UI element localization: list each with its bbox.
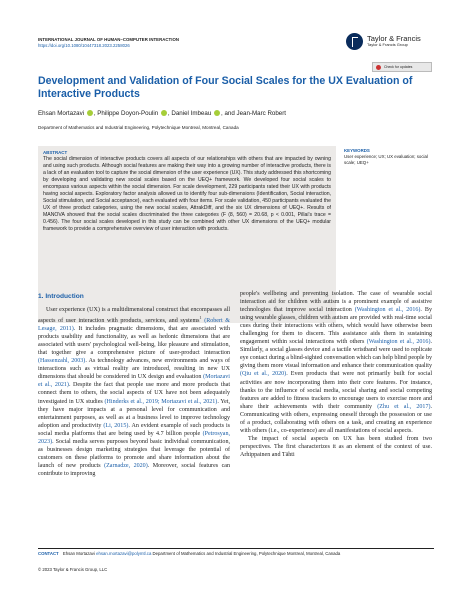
article-title: Development and Validation of Four Social Scales for the UX Evaluation of Interactive Products <box>38 75 413 100</box>
author-name: and Jean-Marc Robert <box>224 110 287 117</box>
journal-name: INTERNATIONAL JOURNAL OF HUMAN–COMPUTER INTERACTION <box>38 37 180 42</box>
paragraph: people's wellbeing and preventing isolation. The case of wearable social interaction aid for children with autism is a prominent example of assistive technologies that improve social interaction (Washington et al., 2016). By using wearable glasses, children with autism are provided with real-time social cues during their interactions with others, which would have otherwise been challenging for them to discern. This assistance aids them in sustaining engagement within social interactions with others (Washington et al., 2016). Similarly, a social glasses device and a tactile wristband were used to replicate eye contact during a blind-sighted conversation which can help blind people by giving them more visual information and enhance their communication quality (Qiu et al., 2020). Even products that were not primarily built for social activities are now incorporating them into their core features. For instance, thanks to the influence of social media, social sharing and social competing features are added to fitness trackers to encourage users to exercise more and share their achievements with their community (Zhu et al., 2017). Communicating with others, expressing oneself through the possession or use of a product, collaborating with others on a task, and creating an experience with others (i.e., co-experience) are all manifestations of social aspects. <box>240 291 433 434</box>
keywords-heading: KEYWORDS <box>344 148 370 153</box>
keywords-block <box>344 148 434 166</box>
contact-footer <box>38 551 434 557</box>
citation-link[interactable]: (Washington et al., 2016) <box>366 339 431 346</box>
citation-link[interactable]: (Zhu et al., 2017) <box>377 403 431 410</box>
contact-label: CONTACT <box>38 551 59 556</box>
publisher-name: Taylor & Francis <box>367 34 421 44</box>
orcid-icon[interactable] <box>161 110 167 116</box>
author-name: Daniel Imbeau <box>171 110 212 117</box>
author-name: Philippe Doyon-Poulin <box>97 110 159 117</box>
body-column-right <box>240 290 432 459</box>
citation-link[interactable]: (Zarnadze, 2020) <box>104 462 148 469</box>
orcid-icon[interactable] <box>87 110 93 116</box>
check-updates-label: Check for updates <box>384 65 413 69</box>
check-updates-button[interactable] <box>372 62 432 72</box>
footer-divider <box>38 548 434 549</box>
citation-link[interactable]: (Petrosyan, 2023) <box>38 430 230 445</box>
body-column-left <box>38 306 230 478</box>
contact-affiliation: Department of Mathematics and Industrial Engineering, Polytechnique Montreal, Montreal, Canada <box>152 551 341 556</box>
author-list: Ehsan Mortazavi , Philippe Doyon-Poulin , Daniel Imbeau , and Jean-Marc Robert <box>38 110 287 117</box>
abstract-heading: ABSTRACT <box>43 150 68 155</box>
publisher-logo-icon <box>346 33 363 50</box>
check-updates-icon <box>376 65 381 70</box>
running-header <box>38 37 179 48</box>
orcid-icon[interactable] <box>214 110 220 116</box>
section-heading: 1. Introduction <box>38 293 84 300</box>
abstract-text: The social dimension of interactive products covers all aspects of our relationships with others that are impacted by owning and using such products. Although social features are making their way into a growing number of interactive products, there is a lack of an evaluation tool to capture the social dimension of the user experience (UX). This study addressed this shortcoming by developing and validating new social scales based on the UEQ+ framework. We developed four social scales to encompass various aspects within the social dimension. For scale development, 229 participants rated their UX with products having social aspects. Exploratory factor analysis allowed us to identify four sub-dimensions (Identification, Social interaction, Social stimulation, and Social acceptance), each evaluated with four items. For scale validation, 450 participants evaluated the UX of three product categories, using the new social scales, AttrakDiff, and the six UX dimensions of UEQ+. Results of MANOVA showed that the social scales discriminated the three categories (F (8, 560) = 20.68, p < 0.001, Pillai's trace = 0.456). The four social scales developed in this study can be combined with other UX dimensions of the UEQ+ modular framework to provide a comprehensive overview of user interaction with products. <box>43 156 331 233</box>
contact-email[interactable]: ehsan.mortazavi@polymtl.ca <box>96 551 152 556</box>
contact-name: Ehsan Mortazavi <box>62 551 95 556</box>
citation-link[interactable]: (Qiu et al., 2020) <box>240 371 287 378</box>
citation-link[interactable]: (Robert & Lesage, 2011) <box>38 318 231 333</box>
keywords-text: User experience; UX; UX evaluation; social scale; UEQ+ <box>344 154 428 165</box>
affiliation: Department of Mathematics and Industrial Engineering, Polytechnique Montreal, Montreal, Canada <box>38 125 239 130</box>
doi-link[interactable]: https://doi.org/10.1080/10447318.2023.2258026 <box>38 43 130 48</box>
publisher-sub: Taylor & Francis Group <box>367 42 408 48</box>
author-name: Ehsan Mortazavi <box>38 110 85 117</box>
publisher-logo <box>346 33 421 50</box>
citation-link[interactable]: (Hassenzahl, 2003) <box>38 358 86 365</box>
citation-link[interactable]: (Mortazavi et al., 2021) <box>38 374 230 389</box>
footnote-marker[interactable]: 1 <box>199 315 202 321</box>
paragraph: The impact of social aspects on UX has been studied from two perspectives. The first characterizes it as an element of the context of use. Arhippainen and Tähti <box>240 435 432 458</box>
citation-link[interactable]: (Hinderks et al., 2019; Mortazavi et al., 2021) <box>104 398 218 405</box>
citation-link[interactable]: (Li, 2015) <box>103 422 129 429</box>
citation-link[interactable]: (Washington et al., 2016) <box>354 307 421 314</box>
paragraph: User experience (UX) is a multidimensional construct that encompasses all aspects of user interaction with products, services, and systems$^1$ (Robert & Lesage, 2011). It includes pragmatic dimensions, that are associated with products usability and functionality, as well as hedonic dimensions that are associated with users' psychological well-being, like pleasure and stimulation, that together give a comprehensive picture of user-product interaction (Hassenzahl, 2003). As technology advances, new environments and ways of interactions such as virtual reality are introduced, resulting in new UX dimensions that should be considered in UX design and evaluation (Mortazavi et al., 2021). Despite the fact that people use more and more products that connect them to others, the social aspects of UX have not been adequately investigated in UX studies (Hinderks et al., 2019; Mortazavi et al., 2021). Yet, they have major impacts at a personal level for communication and entertainment purposes, as well as at a business level to improve technology adoption and productivity (Li, 2015). An evident example of such products is social media platforms that are being used by 4.7 billion people (Petrosyan, 2023). Social media serves purposes beyond basic individual communication, as businesses design marketing strategies that leverage the potential of customers on these platforms to promote and share information about the launch of new products (Zarnadze, 2020). Moreover, social features can contribute to improving <box>38 307 231 477</box>
copyright: © 2023 Taylor & Francis Group, LLC <box>38 567 108 572</box>
